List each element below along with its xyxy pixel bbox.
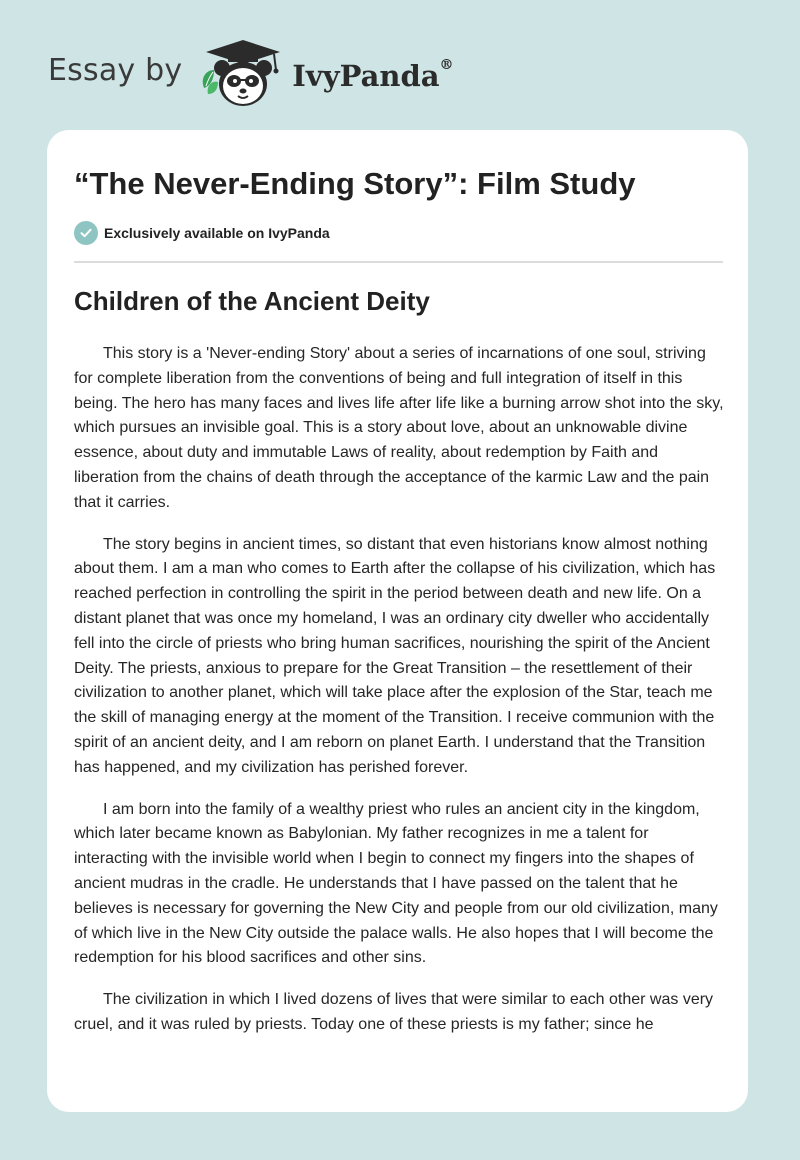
article-card — [47, 130, 748, 1112]
paragraph: This story is a 'Never-ending Story' about a series of incarnations of one soul, striving for complete liberation from the conventions of being and full integration of itself in this being. The hero has many faces and lives life after life like a burning arrow shot into the sky, which pursues an invisible goal. This is a story about love, about an unknowable divine essence, about duty and immutable Laws of reality, about redemption by Faith and liberation from the chains of death through the acceptance of the karmic Law and the pain that it carries. — [74, 345, 724, 511]
brand-name[interactable]: IvyPanda® — [292, 57, 454, 93]
paragraph: I am born into the family of a wealthy priest who rules an ancient city in the kingdom, which later became known as Babylonian. My father recognizes in me a talent for interacting with the invisible world when I begin to connect my fingers into the shapes of ancient mudras in the cradle. He understands that I have passed on the talent that he believes is necessary for governing the New City and people from our old civilization, many of which live in the New City outside the palace walls. He also hopes that I will become the redemption for his blood sacrifices and other sins. — [74, 800, 718, 967]
section-title: Children of the Ancient Deity — [74, 286, 430, 316]
check-circle-icon — [74, 221, 98, 245]
registered-mark: ® — [439, 57, 454, 74]
page-title: “The Never-Ending Story”: Film Study — [74, 166, 636, 201]
panda-graduate-logo-icon[interactable] — [198, 36, 288, 110]
article-body — [74, 342, 724, 1055]
paragraph: The story begins in ancient times, so distant that even historians know almost nothing about them. I am a man who comes to Earth after the collapse of his civilization, which has reached perfection in controlling the spirit in the period between death and new life. On a distant planet that was once my homeland, I was an ordinary city dweller who accidentally fell into the circle of priests who bring human sacrifices, nourishing the spirit of the Ancient Deity. The priests, anxious to prepare for the Great Transition – the resettlement of their civilization to another planet, which will take place after the explosion of the Star, teach me the skill of managing energy at the moment of the Transition. I receive communion with the spirit of an ancient deity, and I am reborn on planet Earth. I understand that the Transition has happened, and my civilization has perished forever. — [74, 535, 716, 776]
paragraph: The civilization in which I lived dozens of lives that were similar to each other was very cruel, and it was ruled by priests. Today one of these priests is my father; since he — [74, 991, 714, 1033]
site-header — [48, 36, 508, 110]
divider — [74, 261, 723, 263]
exclusive-label: Exclusively available on IvyPanda — [104, 225, 330, 241]
exclusive-badge — [74, 221, 330, 245]
essay-by-label: Essay by — [48, 52, 183, 88]
